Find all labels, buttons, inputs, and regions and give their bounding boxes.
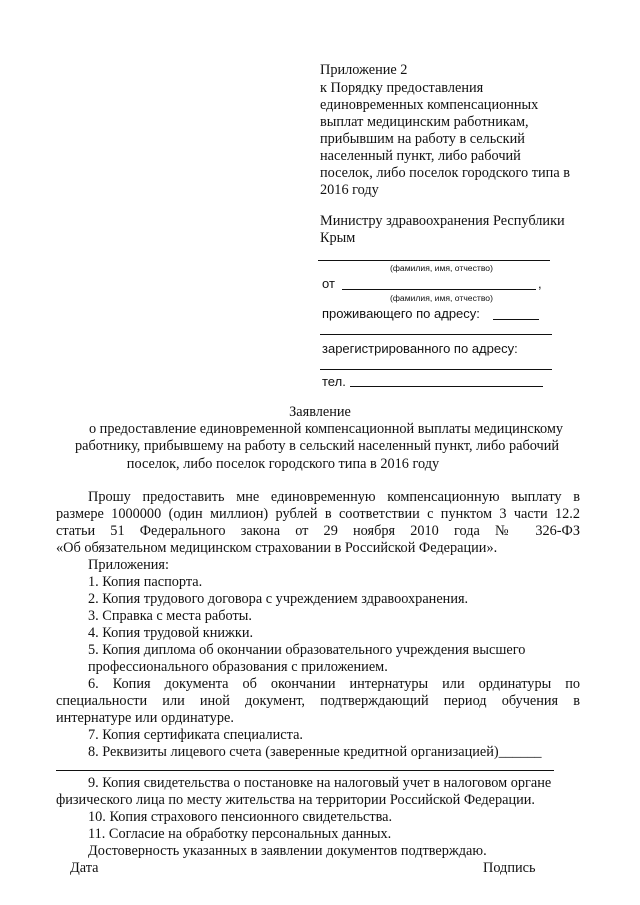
statement-subtitle-line: поселок, либо поселок городского типа в 2016 году <box>126 456 440 472</box>
from-label: от <box>322 276 335 291</box>
addressee-line: Крым <box>320 230 356 246</box>
date-label: Дата <box>70 860 99 876</box>
appendix-line: прибывшим на работу в сельский <box>320 131 525 147</box>
list-item: 5. Копия диплома об окончании образовательного учреждения высшего <box>88 642 526 658</box>
list-item: 8. Реквизиты лицевого счета (заверенные кредитной организацией)______ <box>88 744 542 760</box>
request-line: размере 1000000 (один миллион) рублей в соответствии с пунктом 3 части 12.2 <box>56 506 580 522</box>
list-item-continuation: физического лица по месту жительства на территории Российской Федерации. <box>56 792 535 808</box>
list-item-continuation: профессионального образования с приложением. <box>88 659 388 675</box>
addressee-line: Министру здравоохранения Республики <box>320 213 565 229</box>
request-line: Прошу предоставить мне единовременную компенсационную выплату в <box>88 489 580 505</box>
list-item-continuation: специальности или иной документ, подтверждающий период обучения в <box>56 693 580 709</box>
statement-heading: Заявление <box>289 404 351 420</box>
appendix-line: единовременных компенсационных <box>320 97 539 113</box>
attachments-label: Приложения: <box>88 557 169 573</box>
appendix-line: 2016 году <box>320 182 379 198</box>
list-item: 3. Справка с места работы. <box>88 608 252 624</box>
appendix-line: выплат медицинским работникам, <box>320 114 529 130</box>
account-blank-line <box>56 770 554 771</box>
appendix-line: поселок, либо поселок городского типа в <box>320 165 570 181</box>
residing-label: проживающего по адресу: <box>322 306 480 321</box>
signature-label: Подпись <box>483 860 536 876</box>
list-item-continuation: интернатуре или ординатуре. <box>56 710 234 726</box>
request-line: статьи 51 Федерального закона от 29 ноября 2010 года № 326-ФЗ <box>56 523 580 539</box>
appendix-line: к Порядку предоставления <box>320 80 484 96</box>
phone-blank-line <box>350 386 543 387</box>
list-item: 2. Копия трудового договора с учреждением здравоохранения. <box>88 591 469 607</box>
fio-blank-line <box>318 260 550 261</box>
appendix-line: Приложение 2 <box>320 62 408 78</box>
list-item: 11. Согласие на обработку персональных данных. <box>88 826 392 842</box>
appendix-line: населенный пункт, либо рабочий <box>320 148 521 164</box>
fio-note: (фамилия, имя, отчество) <box>390 263 493 273</box>
list-item: 7. Копия сертификата специалиста. <box>88 727 303 743</box>
statement-subtitle-line: о предоставление единовременной компенсационной выплаты медицинскому <box>88 421 564 437</box>
confirmation-text: Достоверность указанных в заявлении документов подтверждаю. <box>88 843 487 859</box>
fio-note-2: (фамилия, имя, отчество) <box>390 293 493 303</box>
statement-subtitle-line: работнику, прибывшему на работу в сельский населенный пункт, либо рабочий <box>74 438 559 454</box>
list-item: 1. Копия паспорта. <box>88 574 203 590</box>
phone-label: тел. <box>322 374 346 389</box>
list-item: 10. Копия страхового пенсионного свидетельства. <box>88 809 393 825</box>
list-item: 6. Копия документа об окончании интернатуры или ординатуры по <box>88 676 580 692</box>
residing-blank-line <box>493 319 539 320</box>
registered-label: зарегистрированного по адресу: <box>322 341 518 356</box>
from-comma: , <box>538 276 542 291</box>
list-item: 9. Копия свидетельства о постановке на налоговый учет в налоговом органе <box>88 775 552 791</box>
list-item: 4. Копия трудовой книжки. <box>88 625 254 641</box>
residing-blank-line-2 <box>320 334 552 335</box>
from-blank-line <box>342 289 536 290</box>
registered-blank-line <box>320 369 552 370</box>
request-line: «Об обязательном медицинском страховании в Российской Федерации». <box>56 540 498 556</box>
